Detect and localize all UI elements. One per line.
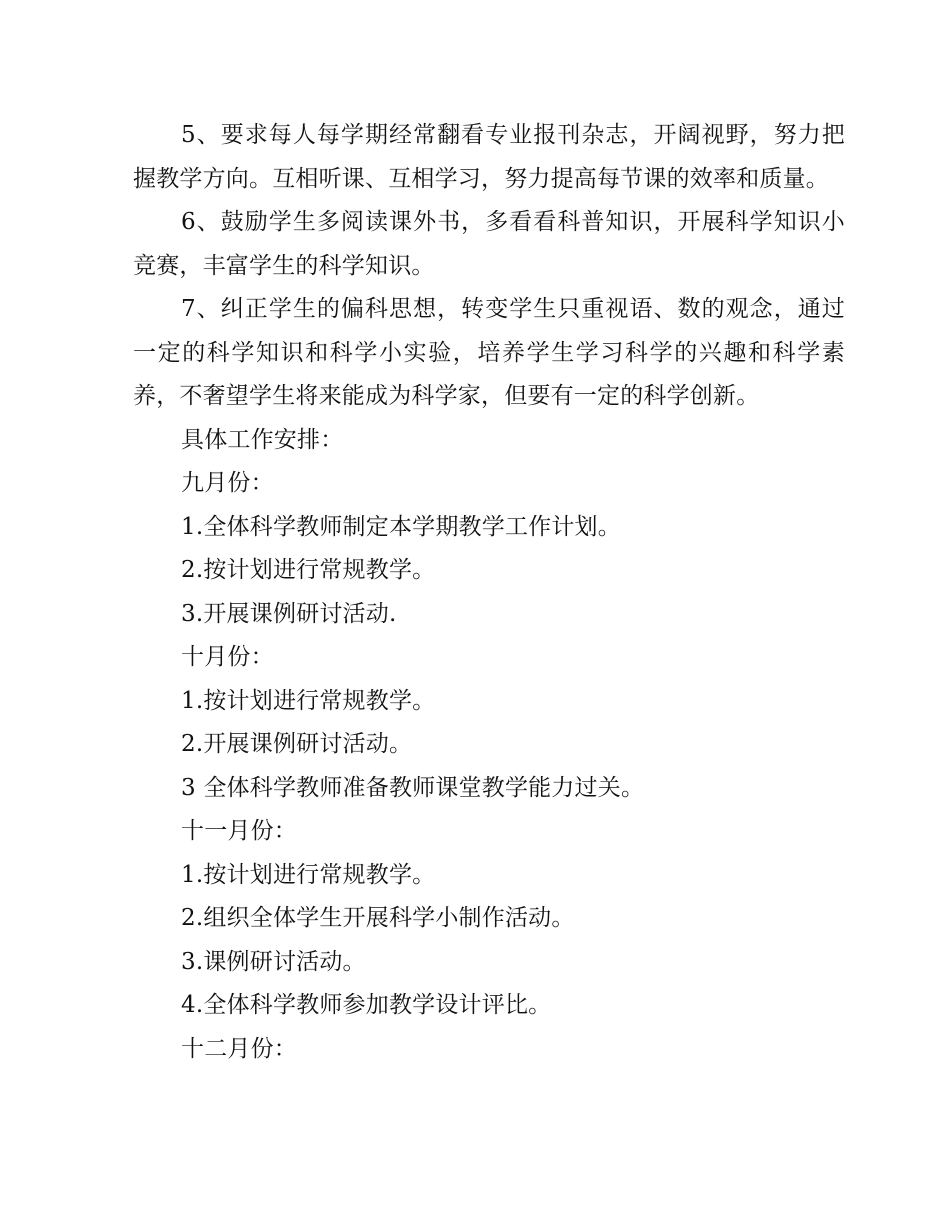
- month-heading-november: 十一月份：: [181, 818, 297, 844]
- list-item: 1.全体科学教师制定本学期教学工作计划。: [181, 513, 621, 540]
- paragraph-item-6: 6、鼓励学生多阅读课外书，多看看科普知识，开展科学知识小竞赛，丰富学生的科学知识。: [133, 209, 845, 279]
- list-item: 3.课例研讨活动。: [181, 948, 366, 975]
- paragraph-item-7: 7、纠正学生的偏科思想，转变学生只重视语、数的观念，通过一定的科学知识和科学小实验，培养学生学习科学的兴趣和科学素养，不奢望学生将来能成为科学家，但要有一定的科学创新。: [133, 296, 845, 409]
- list-item: 1.按计划进行常规教学。: [181, 687, 436, 714]
- month-heading-december: 十二月份：: [181, 1035, 297, 1062]
- list-item: 2.开展课例研讨活动。: [181, 731, 413, 757]
- document-body: [133, 114, 845, 1071]
- month-heading-september: 九月份：: [181, 470, 274, 496]
- list-item: 2.按计划进行常规教学。: [181, 557, 436, 583]
- list-item: 4.全体科学教师参加教学设计评比。: [181, 992, 552, 1018]
- month-heading-october: 十月份：: [181, 644, 274, 670]
- list-item: 3.开展课例研讨活动.: [181, 600, 397, 627]
- list-item: 1.按计划进行常规教学。: [181, 861, 436, 888]
- section-heading-work-schedule: 具体工作安排：: [181, 426, 344, 453]
- list-item: 2.组织全体学生开展科学小制作活动。: [181, 905, 575, 931]
- list-item: 3 全体科学教师准备教师课堂教学能力过关。: [181, 774, 645, 801]
- paragraph-item-5: 5、要求每人每学期经常翻看专业报刊杂志，开阔视野，努力把握教学方向。互相听课、互相学习，努力提高每节课的效率和质量。: [133, 122, 845, 192]
